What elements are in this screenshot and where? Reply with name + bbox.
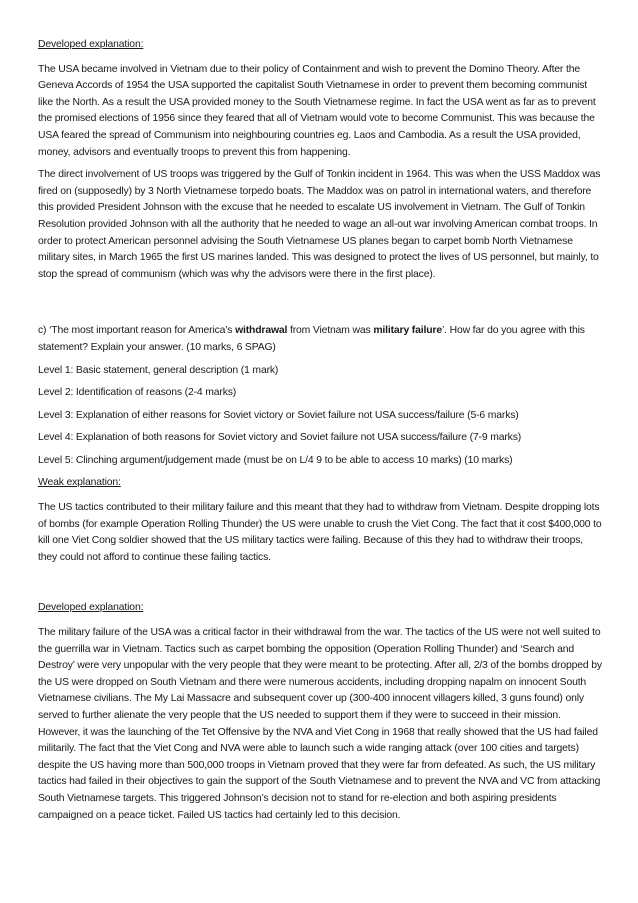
section-heading-developed-2: Developed explanation: <box>38 602 144 614</box>
mark-level-5: Level 5: Clinching argument/judgement made (must be on L/4 9 to be able to access 10 marks) (10 marks) <box>38 454 513 466</box>
section-heading-developed-1: Developed explanation: <box>38 39 144 50</box>
paragraph-military-failure: The military failure of the USA was a critical factor in their withdrawal from the war. The tactics of the US were not well suited to the guerrilla war in Vietnam. Tactics such as carpet bombing the opposition (Operation Rolling Thunder) and ‘Search and Destroy’ were very unpopular with the very people that they were meant to be protecting. After all, 2/3 of the bombs dropped by the US were dropped on South Vietnam and there were numerous accidents, including dropping napalm on innocent South Vietnamese civilians. The My Lai Massacre and subsequent cover up (300-400 innocent villagers killed, 3 guns found) only served to further alienate the very people that the US needed to support them if they were to succeed in their mission. However, it was the launching of the Tet Offensive by the NVA and Viet Cong in 1968 that really showed that the US had failed militarily. The fact that the Viet Cong and NVA were able to launch such a wide ranging attack (over 100 cities and targets) despite the US having more than 500,000 troops in Vietnam proved that they were far from defeated. As such, the US military tactics had failed in their objectives to gain the support of the South Vietnamese and to prevent the NVA and VC from attacking South Vietnamese targets. This triggered Johnson’s decision not to stand for re-election and both aspiring presidents campaigned on a peace ticket. Failed US tactics had certainly led to this decision. <box>38 627 602 821</box>
mark-level-4: Level 4: Explanation of both reasons for Soviet victory and Soviet failure not USA success/failure (7-9 marks) <box>38 432 522 444</box>
question-prefix: c) ‘The most important reason for America’s <box>38 325 236 337</box>
paragraph-gulf-of-tonkin: The direct involvement of US troops was triggered by the Gulf of Tonkin incident in 1964. This was when the USS Maddox was fired on (supposedly) by 3 North Vietnamese torpedo boats. The Maddox was on patrol in international waters, and therefore this provided President Johnson with the excuse that he needed to escalate US involvement in Vietnam. The Gulf of Tonkin Resolution provided Johnson with all the authority that he needed to wage an all-out war involving American combat troops. In order to protect American personnel advising the South Vietnamese US planes began to carpet bomb North Vietnamese military sites, in March 1965 the first US marines landed. This was designed to protect the lives of US personnel, but mainly, to stop the spread of communism (which was why the advisors were there in the first place). <box>38 169 601 280</box>
paragraph-weak-explanation: The US tactics contributed to their military failure and this meant that they had to withdraw from Vietnam. Despite dropping lots of bombs (for example Operation Rolling Thunder) the US were unable to crush the Viet Cong. The fact that it cost $400,000 to kill one Viet Cong soldier showed that the US military tactics were failing. Because of this they had to withdraw their troops, they could not afford to continue these failing tactics. <box>38 502 602 563</box>
mark-level-1: Level 1: Basic statement, general description (1 mark) <box>38 364 279 376</box>
question-prompt <box>38 323 604 356</box>
paragraph-containment: The USA became involved in Vietnam due to their policy of Containment and wish to prevent the Domino Theory. After the Geneva Accords of 1954 the USA supported the capitalist South Vietnamese in order to prevent them becoming communist like the North. As a result the USA provided money to the South Vietnamese regime. In fact the USA went as far as to prevent the promised elections of 1956 since they feared that all of Vietnam would vote to become Communist. This was because the USA feared the spread of Communism into neighbouring countries eg. Laos and Cambodia. As a result the USA provided, money, advisors and eventually troops to prevent this from happening. <box>38 63 596 158</box>
mark-level-3: Level 3: Explanation of either reasons for Soviet victory or Soviet failure not USA success/failure (5-6 marks) <box>38 409 519 421</box>
question-bold-military-failure: military failure <box>373 325 442 337</box>
spacer <box>38 289 604 323</box>
question-bold-withdrawal: withdrawal <box>235 325 288 337</box>
section-heading-weak: Weak explanation: <box>38 477 121 489</box>
spacer <box>38 572 604 600</box>
question-suffix: ’. How far do you agree with this statement? Explain your answer. (10 marks, 6 SPAG) <box>38 325 585 353</box>
mark-level-2: Level 2: Identification of reasons (2-4 marks) <box>38 387 237 399</box>
question-mid: from Vietnam was <box>287 325 374 337</box>
document-page <box>38 37 604 830</box>
